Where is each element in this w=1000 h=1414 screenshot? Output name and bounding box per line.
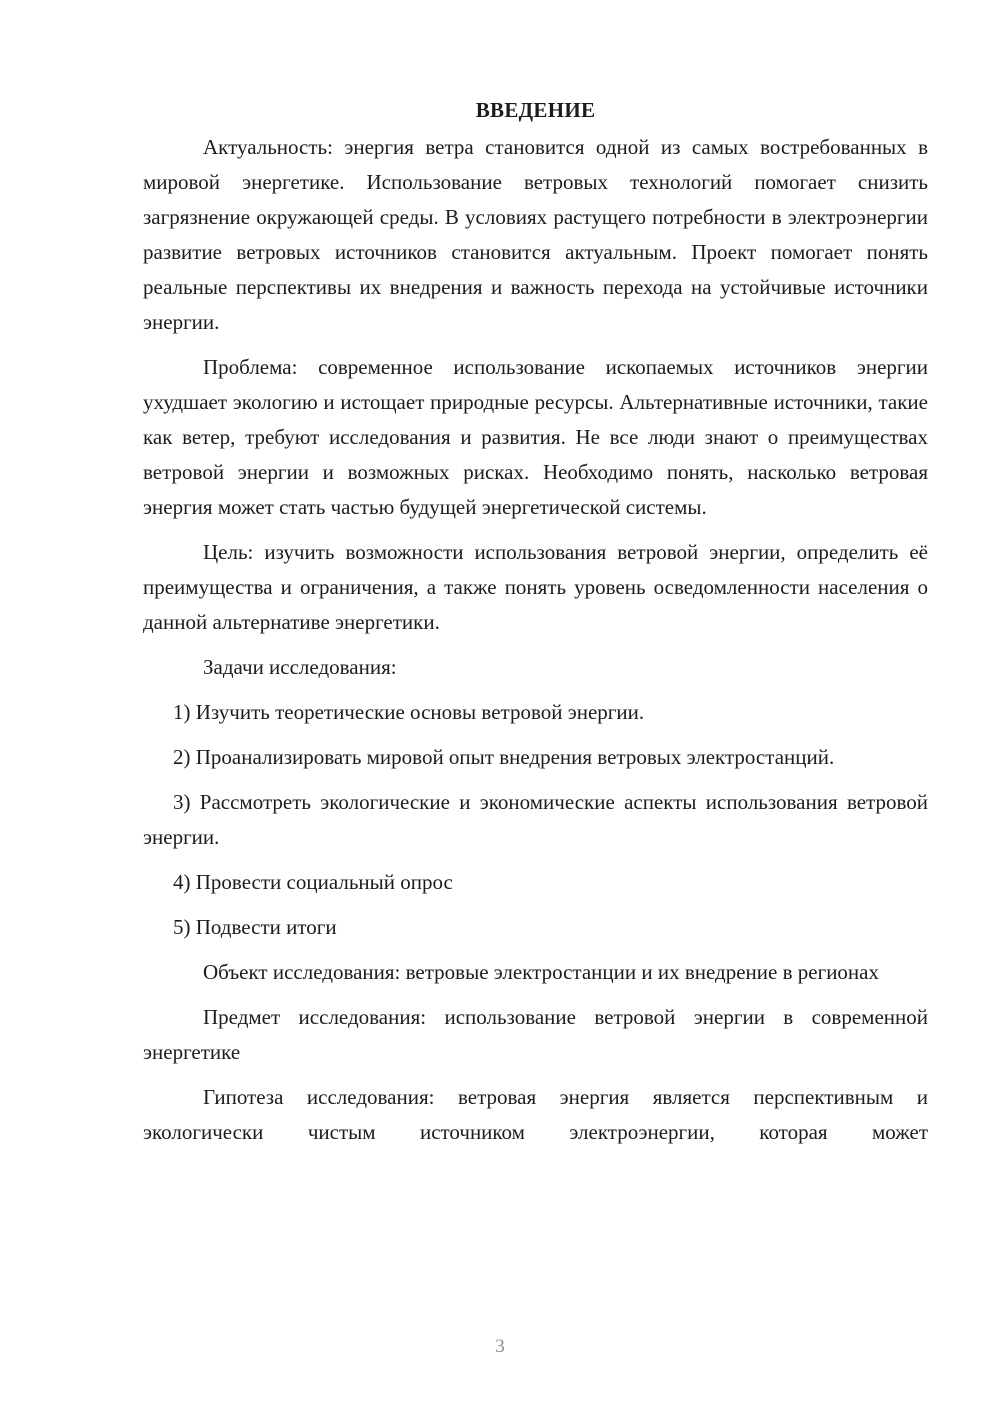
task-item-2: 2) Проанализировать мировой опыт внедрения ветровых электростанций. — [173, 745, 835, 769]
subject-paragraph: Предмет исследования: использование ветровой энергии в современной энергетике — [143, 1005, 928, 1064]
page-number: 3 — [495, 1336, 505, 1357]
goal-paragraph: Цель: изучить возможности использования ветровой энергии, определить её преимущества и ограничения, а также понять уровень осведомленности населения о данной альтернативе энергетики. — [143, 540, 928, 634]
section-heading: ВВЕДЕНИЕ — [475, 98, 596, 122]
hypothesis-paragraph: Гипотеза исследования: ветровая энергия является перспективным и экологически чистым источником электроэнергии, которая может — [143, 1085, 928, 1144]
problem-paragraph: Проблема: современное использование ископаемых источников энергии ухудшает экологию и истощает природные ресурсы. Альтернативные источники, такие как ветер, требуют исследования и развития. Не все люди знают о преимуществах ветровой энергии и возможных рисках. Необходимо понять, насколько ветровая энергия может стать частью будущей энергетической системы. — [143, 355, 928, 519]
task-item-5: 5) Подвести итоги — [173, 915, 337, 939]
tasks-heading: Задачи исследования: — [203, 655, 397, 679]
task-item-4: 4) Провести социальный опрос — [173, 870, 453, 894]
relevance-paragraph: Актуальность: энергия ветра становится одной из самых востребованных в мировой энергетике. Использование ветровых технологий помогает снизить загрязнение окружающей среды. В условиях растущего потребности в электроэнергии развитие ветровых источников становится актуальным. Проект помогает понять реальные перспективы их внедрения и важность перехода на устойчивые источники энергии. — [143, 135, 928, 334]
task-item-3: 3) Рассмотреть экологические и экономические аспекты использования ветровой энергии. — [143, 790, 928, 849]
object-paragraph: Объект исследования: ветровые электростанции и их внедрение в регионах — [203, 960, 879, 984]
task-item-1: 1) Изучить теоретические основы ветровой энергии. — [173, 700, 645, 724]
page-content — [143, 96, 928, 1150]
